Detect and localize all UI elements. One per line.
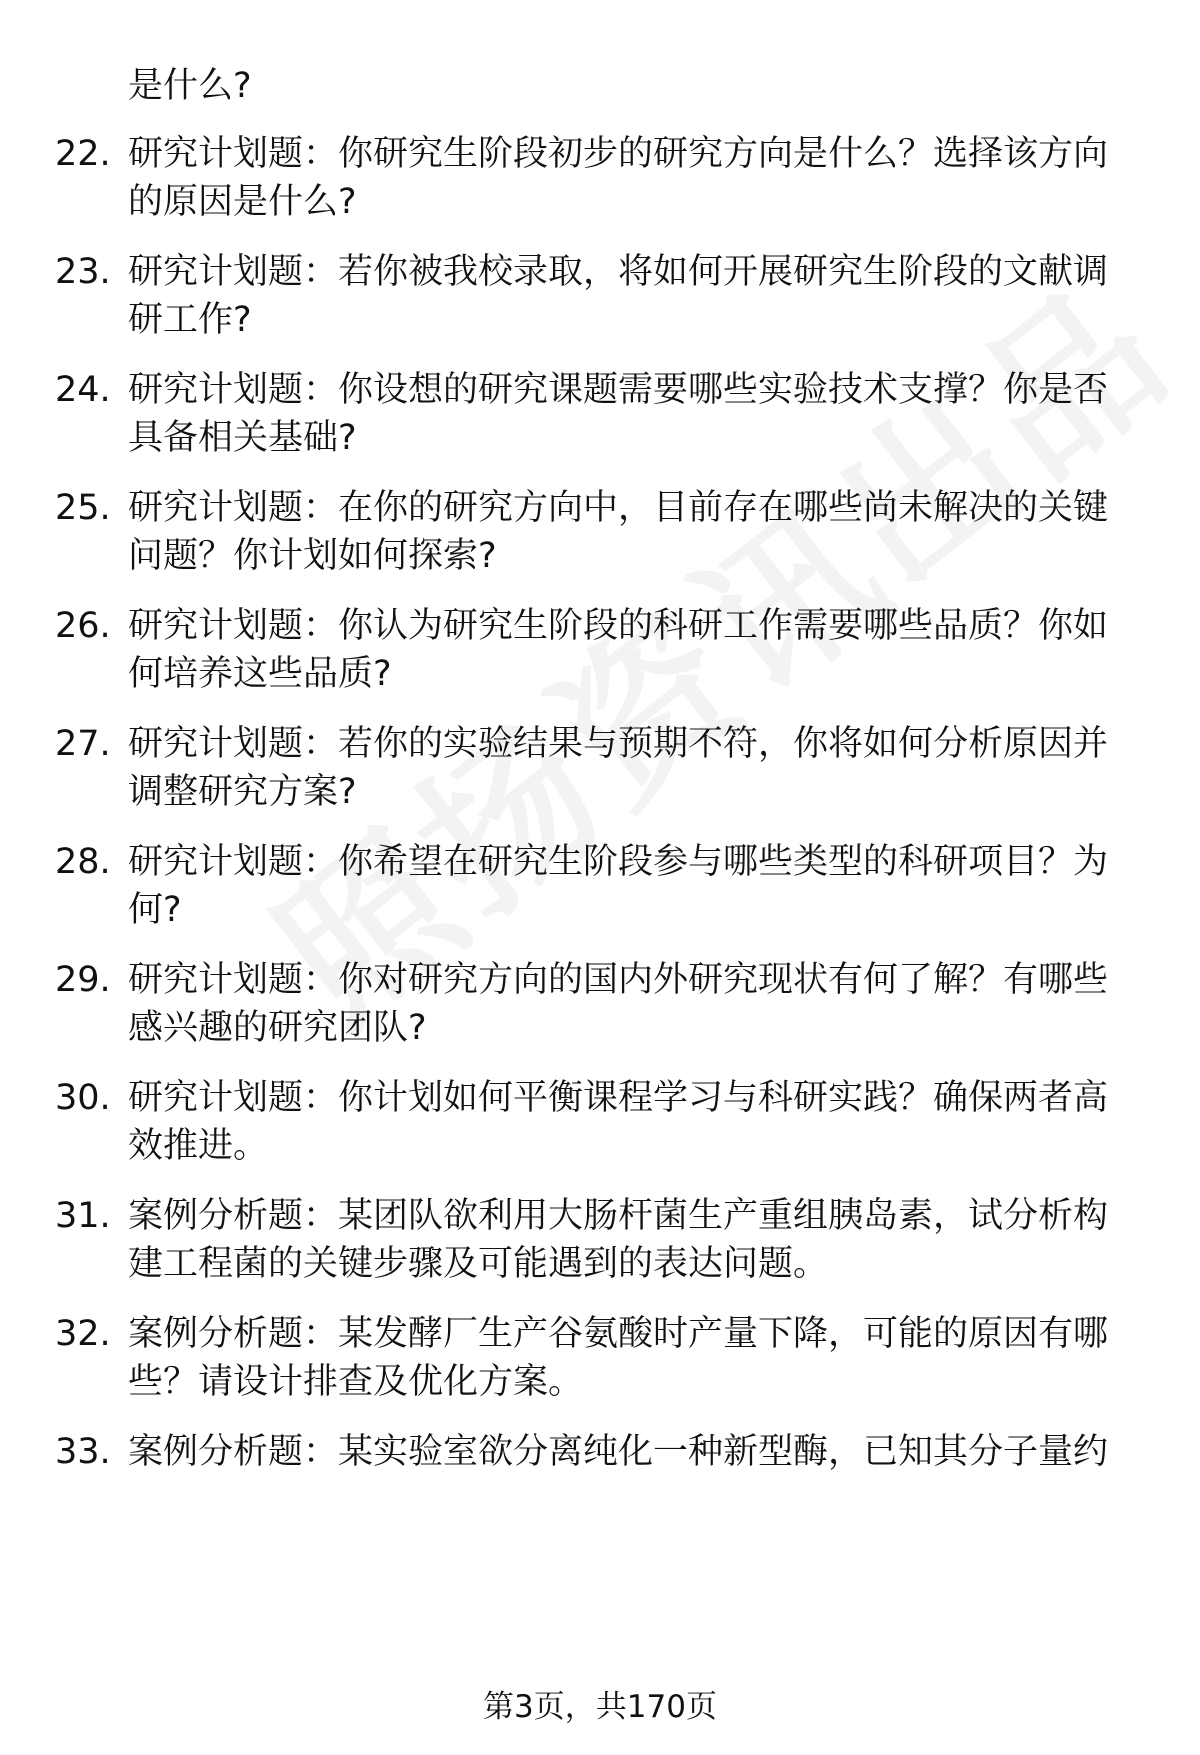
item-line: 些？请设计排查及优化方案。 (128, 1362, 584, 1402)
item-text (128, 720, 1138, 816)
item-number: 27. (55, 724, 111, 764)
item-text (128, 248, 1138, 344)
item-line: 研究计划题：若你的实验结果与预期不符，你将如何分析原因并 (128, 724, 1109, 764)
item-text (128, 1310, 1138, 1406)
item-number: 33. (55, 1432, 111, 1472)
item-text (128, 838, 1138, 934)
item-line: 感兴趣的研究团队? (128, 1008, 427, 1048)
item-text (128, 956, 1138, 1052)
item-line: 何培养这些品质? (128, 654, 392, 694)
item-text (128, 484, 1138, 580)
item-line: 调整研究方案? (128, 772, 357, 812)
item-line: 研究计划题：你计划如何平衡课程学习与科研实践？确保两者高 (128, 1078, 1109, 1118)
item-line: 研究计划题：你研究生阶段初步的研究方向是什么？选择该方向 (128, 134, 1109, 174)
item-line: 问题？你计划如何探索? (128, 536, 497, 576)
item-number: 30. (55, 1078, 111, 1118)
item-text: 是什么? (128, 66, 252, 106)
item-line: 具备相关基础? (128, 418, 357, 458)
item-line: 研工作? (128, 300, 252, 340)
item-line: 研究计划题：你认为研究生阶段的科研工作需要哪些品质？你如 (128, 606, 1109, 646)
item-line: 效推进。 (128, 1126, 269, 1166)
item-text (128, 1428, 1138, 1476)
item-text (128, 130, 1138, 226)
item-line: 研究计划题：在你的研究方向中，目前存在哪些尚未解决的关键 (128, 488, 1109, 528)
item-line: 研究计划题：你希望在研究生阶段参与哪些类型的科研项目？为 (128, 842, 1109, 882)
item-line: 何? (128, 890, 182, 930)
item-text (128, 366, 1138, 462)
item-number: 32. (55, 1314, 111, 1354)
item-text (128, 602, 1138, 698)
item-number: 25. (55, 488, 111, 528)
item-line: 研究计划题：你设想的研究课题需要哪些实验技术支撑？你是否 (128, 370, 1109, 410)
item-number: 29. (55, 960, 111, 1000)
item-text (128, 1192, 1138, 1288)
item-line: 案例分析题：某发酵厂生产谷氨酸时产量下降，可能的原因有哪 (128, 1314, 1109, 1354)
item-number: 31. (55, 1196, 111, 1236)
item-line: 建工程菌的关键步骤及可能遇到的表达问题。 (128, 1244, 829, 1284)
item-number: 22. (55, 134, 111, 174)
page-footer: 第3页，共170页 (483, 1689, 717, 1725)
item-number: 23. (55, 252, 111, 292)
item-line: 案例分析题：某团队欲利用大肠杆菌生产重组胰岛素，试分析构 (128, 1196, 1109, 1236)
item-line: 研究计划题：你对研究方向的国内外研究现状有何了解？有哪些 (128, 960, 1109, 1000)
item-line: 研究计划题：若你被我校录取，将如何开展研究生阶段的文献调 (128, 252, 1109, 292)
item-number: 24. (55, 370, 111, 410)
item-line: 的原因是什么? (128, 182, 357, 222)
item-number: 26. (55, 606, 111, 646)
item-number: 28. (55, 842, 111, 882)
item-text (128, 1074, 1138, 1170)
item-line: 案例分析题：某实验室欲分离纯化一种新型酶，已知其分子量约 (128, 1432, 1109, 1472)
